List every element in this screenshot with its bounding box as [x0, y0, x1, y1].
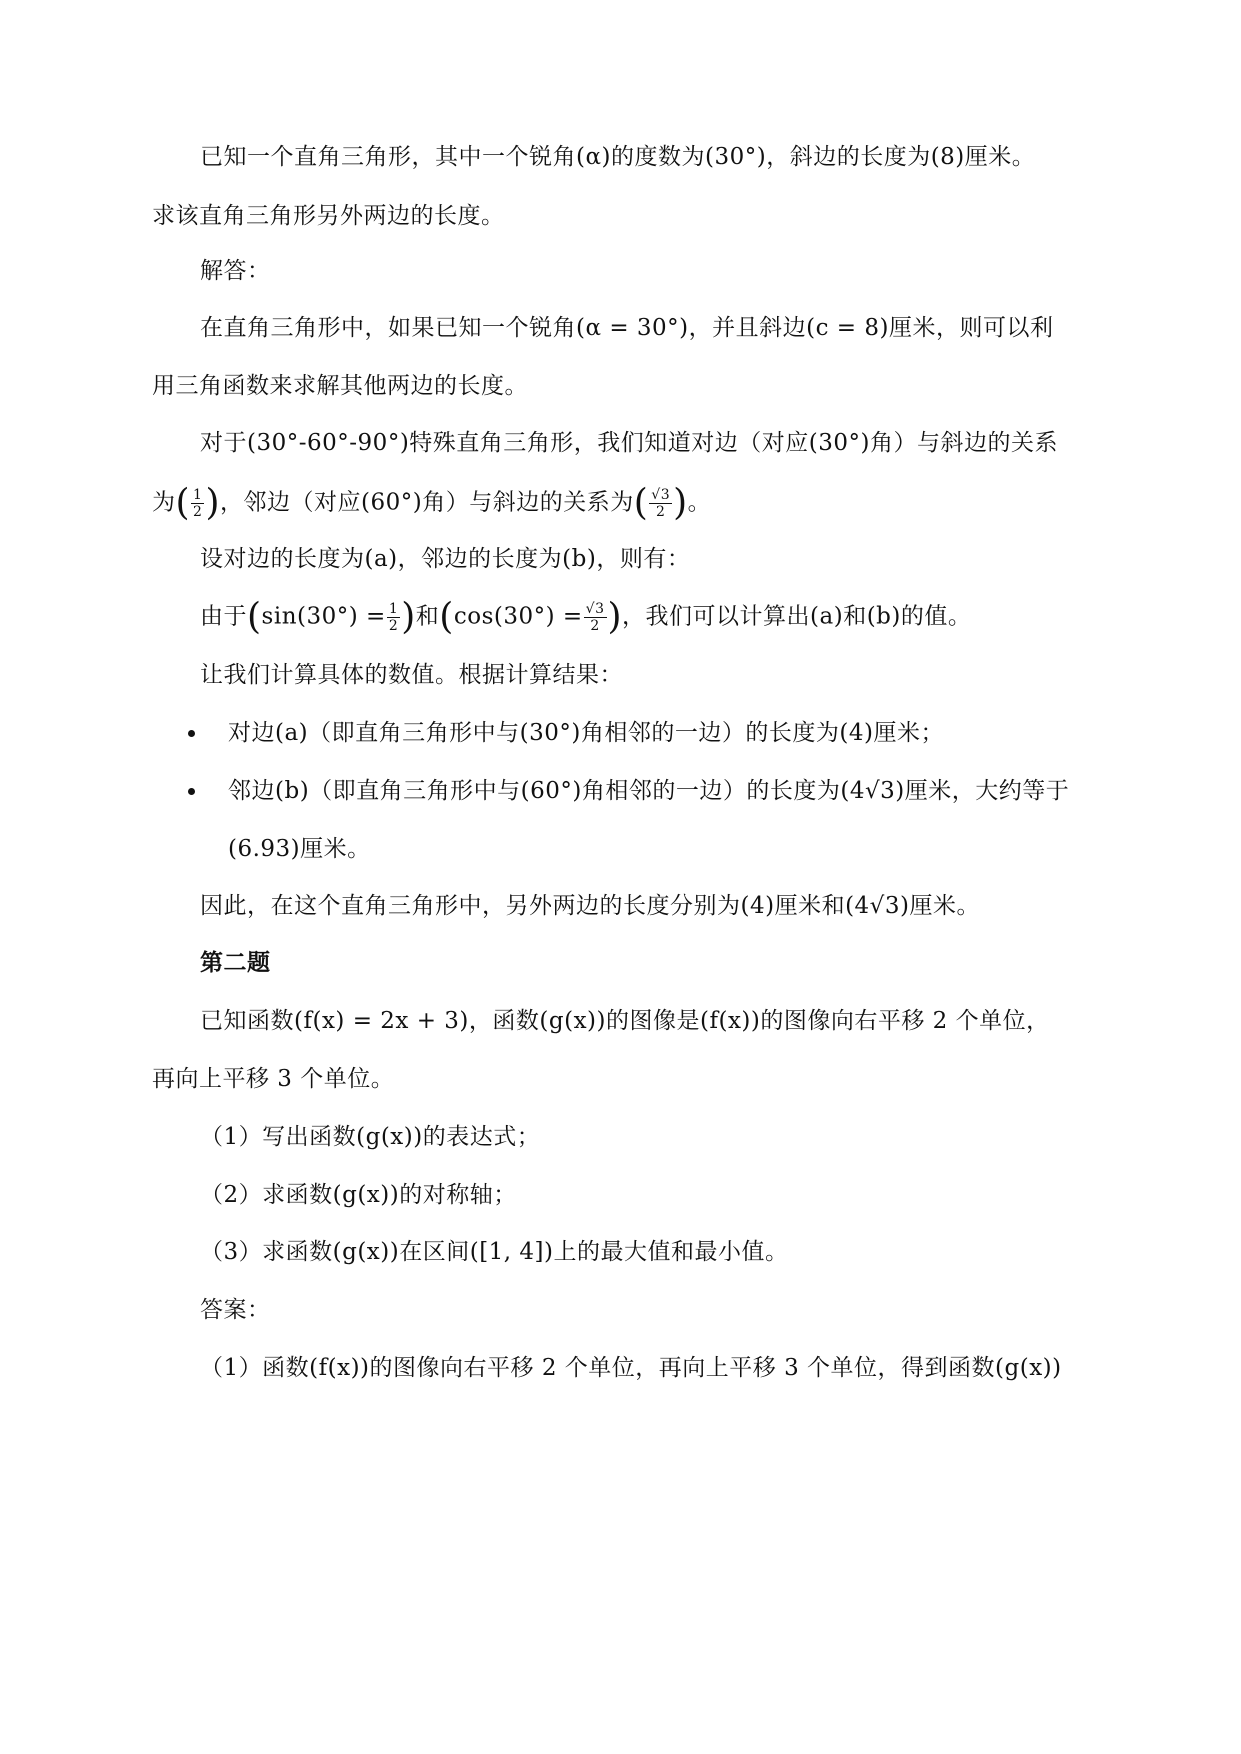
- problem1-paragraph5: 让我们计算具体的数值。根据计算结果：: [200, 662, 623, 688]
- paragraph2-prefix: 为: [152, 489, 176, 516]
- problem1-bullet2-line1: 邻边(b)（即直角三角形中与(60°)角相邻的一边）的长度为(4√3)厘米，大约等于: [228, 778, 1070, 804]
- problem1-paragraph1-line2: 用三角函数来求解其他两边的长度。: [152, 373, 528, 399]
- fraction-numerator: √3: [651, 487, 671, 503]
- problem1-statement-line2: 求该直角三角形另外两边的长度。: [152, 203, 505, 229]
- paragraph4-prefix: 由于: [200, 603, 247, 630]
- fraction-root3-over-2: [649, 487, 672, 520]
- problem1-paragraph2-line1: 对于(30°-60°-90°)特殊直角三角形，我们知道对边（对应(30°)角）与斜边的关系: [200, 430, 1059, 456]
- problem1-paragraph3: 设对边的长度为(a)，邻边的长度为(b)，则有：: [200, 546, 691, 572]
- cos-expression: cos(30°) =: [453, 603, 583, 630]
- problem1-statement-line1: 已知一个直角三角形，其中一个锐角(α)的度数为(30°)，斜边的长度为(8)厘米。: [200, 144, 1036, 170]
- paren-close: ): [205, 482, 221, 524]
- problem1-paragraph2-line2: [152, 482, 712, 524]
- paren-open: (: [247, 596, 262, 638]
- fraction-one-half: [387, 601, 400, 634]
- paren-open: (: [175, 482, 191, 524]
- paren-close: ): [607, 596, 623, 638]
- problem1-bullet2-line2: (6.93)厘米。: [228, 836, 371, 862]
- problem2-answer1: （1）函数(f(x))的图像向右平移 2 个单位，再向上平移 3 个单位，得到函数(g(x)): [200, 1355, 1062, 1381]
- fraction-one-half: [191, 487, 204, 520]
- fraction-root3-over-2: [584, 601, 607, 634]
- problem2-heading: 第二题: [200, 949, 271, 976]
- paragraph2-middle: ，邻边（对应(60°)角）与斜边的关系为: [220, 489, 634, 516]
- problem1-answer-label: 解答：: [200, 258, 271, 284]
- fraction-denominator: 2: [388, 618, 399, 634]
- problem1-paragraph1-line1: 在直角三角形中，如果已知一个锐角(α = 30°)，并且斜边(c = 8)厘米，则可以利: [200, 315, 1054, 341]
- problem2-statement-line1: 已知函数(f(x) = 2x + 3)，函数(g(x))的图像是(f(x))的图像向右平移 2 个单位，: [200, 1008, 1050, 1034]
- bullet-dot: [188, 788, 195, 795]
- sin-expression: sin(30°) =: [261, 603, 386, 630]
- paren-close: ): [401, 596, 416, 638]
- problem1-conclusion: 因此，在这个直角三角形中，另外两边的长度分别为(4)厘米和(4√3)厘米。: [200, 893, 980, 919]
- bullet-dot: [188, 730, 195, 737]
- paren-close: ): [673, 482, 688, 524]
- problem2-answer-label: 答案：: [200, 1297, 271, 1323]
- problem2-question3: （3）求函数(g(x))在区间([1, 4])上的最大值和最小值。: [200, 1239, 789, 1265]
- problem1-bullet1: 对边(a)（即直角三角形中与(30°)角相邻的一边）的长度为(4)厘米；: [228, 720, 944, 746]
- fraction-denominator: 2: [193, 504, 203, 520]
- paragraph2-suffix: 。: [687, 489, 712, 516]
- paragraph4-connector: 和: [415, 603, 440, 630]
- fraction-denominator: 2: [590, 618, 600, 634]
- problem2-statement-line2: 再向上平移 3 个单位。: [152, 1066, 395, 1092]
- problem1-paragraph4: [200, 596, 972, 638]
- paren-open: (: [633, 482, 649, 524]
- paren-open: (: [439, 596, 454, 638]
- problem2-question2: （2）求函数(g(x))的对称轴；: [200, 1182, 517, 1208]
- paragraph4-suffix: ，我们可以计算出(a)和(b)的值。: [622, 603, 972, 630]
- problem2-question1: （1）写出函数(g(x))的表达式；: [200, 1124, 541, 1150]
- fraction-numerator: √3: [585, 601, 605, 617]
- fraction-denominator: 2: [655, 504, 666, 520]
- fraction-numerator: 1: [193, 487, 203, 503]
- fraction-numerator: 1: [388, 601, 399, 617]
